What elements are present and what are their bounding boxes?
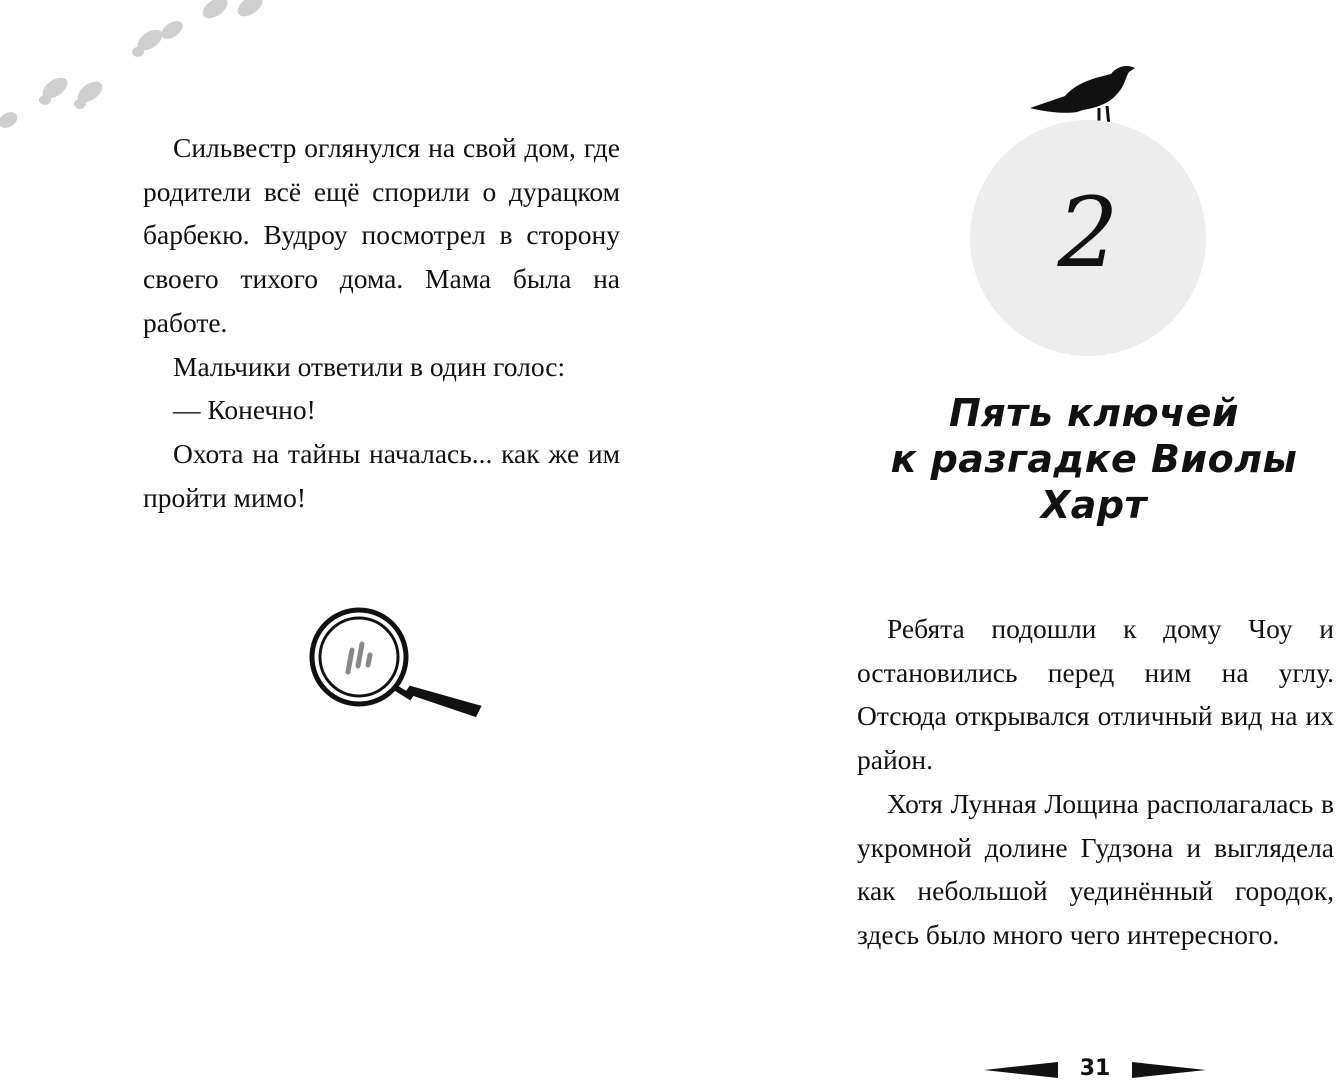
chapter-title-line: к разгадке Виолы (890, 437, 1298, 481)
paragraph: Сильвестр оглянулся на свой дом, где родители всё ещё спорили о дурацком барбекю. Вудроу посмотрел в сторону своего тихого дома. Мама была на работе. (143, 132, 620, 338)
chapter-title (870, 390, 1318, 528)
paragraph: — Конечно! (173, 394, 316, 426)
page-number: 31 (1079, 1056, 1111, 1081)
chapter-badge (970, 120, 1206, 356)
paragraph: Охота на тайны началась... как же им пройти мимо! (143, 437, 620, 513)
chapter-number: 2 (1057, 177, 1119, 289)
right-page-text (857, 607, 1334, 957)
paragraph: Ребята подошли к дому Чоу и остановились перед ним на углу. Отсюда открывался отличный вид на их район. (857, 613, 1334, 776)
chapter-title-line: Пять ключей (948, 391, 1240, 435)
paragraph: Мальчики ответили в один голос: (173, 350, 566, 382)
footprints-icon (0, 0, 300, 140)
magnifier-icon (300, 600, 500, 720)
chapter-title-line: Харт (1040, 483, 1148, 527)
left-page-text (143, 126, 620, 519)
paragraph: Хотя Лунная Лощина располагалась в укромной долине Гудзона и выглядела как небольшой уединённый городок, здесь было много чего интересного. (857, 787, 1334, 950)
